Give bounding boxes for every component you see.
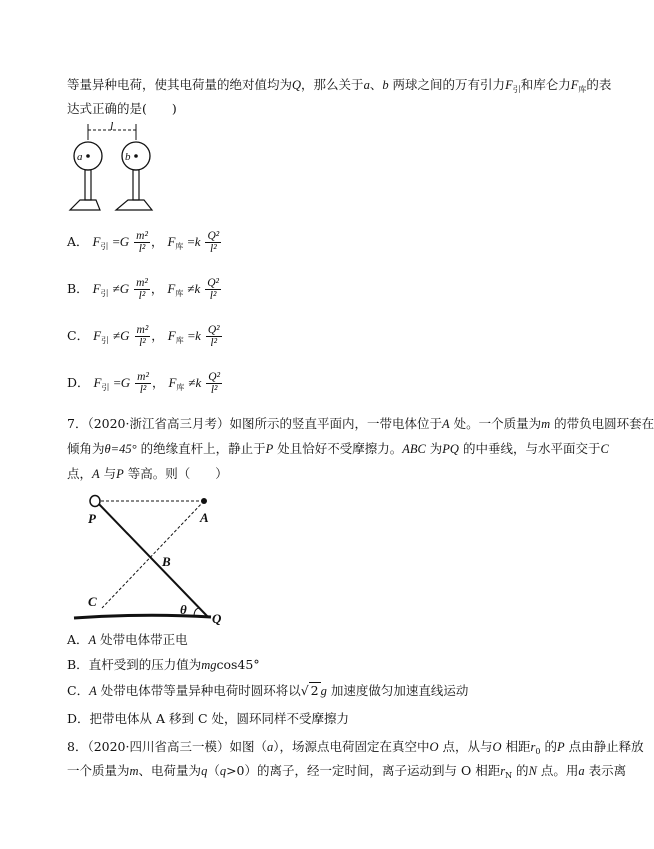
numerator: Q² [207,230,220,242]
text: 的 [540,739,557,754]
var-N: N [528,764,537,778]
text: 与 [99,466,117,481]
label-A: A [200,510,209,525]
var-F: F [93,375,102,390]
sub: 0 [535,747,541,756]
text: 表示离 [584,763,627,778]
var-F: F [167,281,176,296]
text: 两球之间的万有引力 [388,77,506,92]
text: （ [207,763,220,778]
var-P: P [557,740,565,754]
numerator: m² [137,371,149,383]
var-F: F [92,281,101,296]
text: 的绝缘直杆上，静止于 [136,441,266,456]
var-k: k [195,328,201,343]
text: ， [151,328,164,343]
relation: = [112,234,120,249]
text: ，那么关于 [301,77,364,92]
var-k: k [194,234,201,249]
var-k: k [195,375,202,390]
fraction [134,230,150,255]
relation: = [187,234,195,249]
var-F: F [167,328,176,343]
var-q: q [201,764,208,778]
fraction [205,277,221,302]
sub: 引 [101,336,110,345]
var-F: F [505,78,513,92]
text: 、电荷量为 [138,763,202,778]
var-PQ: PQ [442,442,459,456]
option-6B[interactable] [67,277,222,302]
q6-intro-line2: 达式正确的是( ) [67,101,177,116]
text: 加速度做匀加速直线运动 [326,683,469,698]
text: 的表 [586,77,612,92]
denominator: l² [210,384,218,396]
denominator: l² [210,243,217,255]
sub: 引 [512,85,521,94]
text: 点，从与 [438,739,493,754]
text: 8．（2020·四川省高三一模）如图（ [67,739,267,754]
text: 直杆受到的压力值为 [88,657,202,672]
option-7D[interactable] [67,711,349,727]
q6-intro-line1 [67,77,611,98]
text: 、 [369,77,383,92]
text: 7．（2020·浙江省高三月考）如图所示的竖直平面内，一带电体位于 [67,416,442,431]
sub: 库 [176,383,185,392]
text: 等高。则（ ） [123,466,228,481]
fraction [135,324,151,349]
q7-line1 [67,416,654,432]
var-F: F [168,375,177,390]
option-6C[interactable] [67,324,223,349]
option-6D[interactable] [67,371,223,396]
option-7A[interactable] [67,632,188,648]
text: 点由静止释放 [564,739,644,754]
var-A: A [92,467,100,481]
option-7C[interactable]: C．A 处带电体带等量异种电荷时圆环将以√ 2 g 加速度做匀加速直线运动 [67,683,469,698]
option-letter: B． [67,657,89,672]
q8-line1 [67,739,644,760]
option-6A[interactable] [67,230,222,255]
var-C: C [600,442,609,456]
q8-line2 [67,763,626,784]
var-A: A [442,417,450,431]
sub: 库 [175,242,184,251]
label-C: C [88,594,97,609]
option-7B[interactable] [67,657,260,673]
relation: = [187,328,196,343]
denominator: l² [209,290,217,302]
var-mg: mg [201,658,217,672]
text: 处。一个质量为 [449,416,542,431]
var-a: a [578,764,585,778]
text: 为 [425,441,443,456]
incline-figure [66,484,246,629]
option-letter: D． [67,711,90,726]
var-G: G [120,328,130,343]
var-Q: Q [292,78,302,92]
text: ， [150,234,164,249]
theta-value: θ=45° [104,442,137,456]
var-A: A [89,684,97,698]
sub: 引 [100,289,109,298]
text: 处带电体带正电 [96,632,188,647]
text: ， [151,375,165,390]
var-F: F [167,234,176,249]
text: 的 [512,763,529,778]
var-a: a [267,740,274,754]
denominator: l² [139,337,146,349]
numerator: m² [136,230,148,242]
fraction [134,277,150,302]
var-A: A [88,633,97,647]
sphere-a-label: a [77,151,83,163]
var-g: g [320,684,327,698]
sphere-b-label: b [125,151,131,163]
var-F: F [92,234,101,249]
spheres-figure [66,118,166,213]
text: 等量异种电荷，使其电荷量的绝对值均为 [67,77,293,92]
text: 处带电体带等量异种电荷时圆环将以 [96,683,301,698]
var-P: P [265,442,274,456]
fraction [206,324,222,349]
text: ），场源点电荷固定在真空中 [273,739,430,754]
var-r: r [500,764,506,778]
relation: = [113,375,121,390]
text: 一个质量为 [67,763,130,778]
label-theta: θ [180,602,187,617]
var-O: O [492,740,502,754]
label-Q: Q [212,611,222,626]
option-letter: B． [67,281,89,296]
relation: ≠ [188,375,196,390]
distance-label: l [110,119,114,133]
sub: N [505,771,513,780]
var-ABC: ABC [402,442,426,456]
fraction [206,371,222,396]
label-B: B [162,554,171,569]
text: 倾角为 [67,441,105,456]
var-a: a [363,78,370,92]
var-m: m [129,764,139,778]
text: >0）的离子，经一定时间，离子运动到与 O 相距 [226,763,501,778]
text: 和库仑力 [520,77,571,92]
var-b: b [382,78,389,92]
text: 点， [67,466,93,481]
q7-line3 [67,466,228,482]
numerator: m² [136,324,149,336]
q7-line2 [67,441,609,457]
numerator: Q² [208,371,221,383]
sub: 引 [101,383,110,392]
text: 处且恰好不受摩擦力。 [273,441,403,456]
var-m: m [541,417,551,431]
numerator: Q² [207,324,220,336]
option-letter: C． [67,683,90,698]
sub: 引 [100,242,109,251]
denominator: l² [139,384,147,396]
numerator: m² [136,277,148,289]
var-P: P [116,467,124,481]
option-letter: D． [67,375,90,390]
text: 点。用 [536,763,579,778]
sub: 库 [175,336,184,345]
fraction [135,371,151,396]
denominator: l² [138,243,146,255]
var-O: O [429,740,439,754]
var-k: k [194,281,201,296]
var-F: F [93,328,102,343]
var-G: G [120,375,131,390]
relation: ≠ [187,281,195,296]
var-r: r [530,740,536,754]
relation: ≠ [112,281,120,296]
var-q: q [219,764,227,778]
fraction [205,230,221,255]
text: 的中垂线，与水平面交于 [458,441,601,456]
var-G: G [119,281,130,296]
denominator: l² [138,290,146,302]
text: ， [150,281,164,296]
option-letter: C． [67,328,90,343]
sqrt-value: 2 [310,683,319,698]
numerator: Q² [207,277,219,289]
sub: 库 [578,85,587,94]
text: 相距 [501,739,531,754]
var-F: F [570,78,579,92]
denominator: l² [210,337,218,349]
text: 的带负电圆环套在 [550,416,654,431]
label-P: P [88,511,96,526]
option-letter: A． [67,234,89,249]
text: cos45° [216,657,260,672]
sub: 库 [175,289,184,298]
text: 把带电体从 A 移到 C 处，圆环同样不受摩擦力 [89,711,350,726]
relation: ≠ [113,328,121,343]
option-letter: A． [67,632,89,647]
var-G: G [119,234,130,249]
